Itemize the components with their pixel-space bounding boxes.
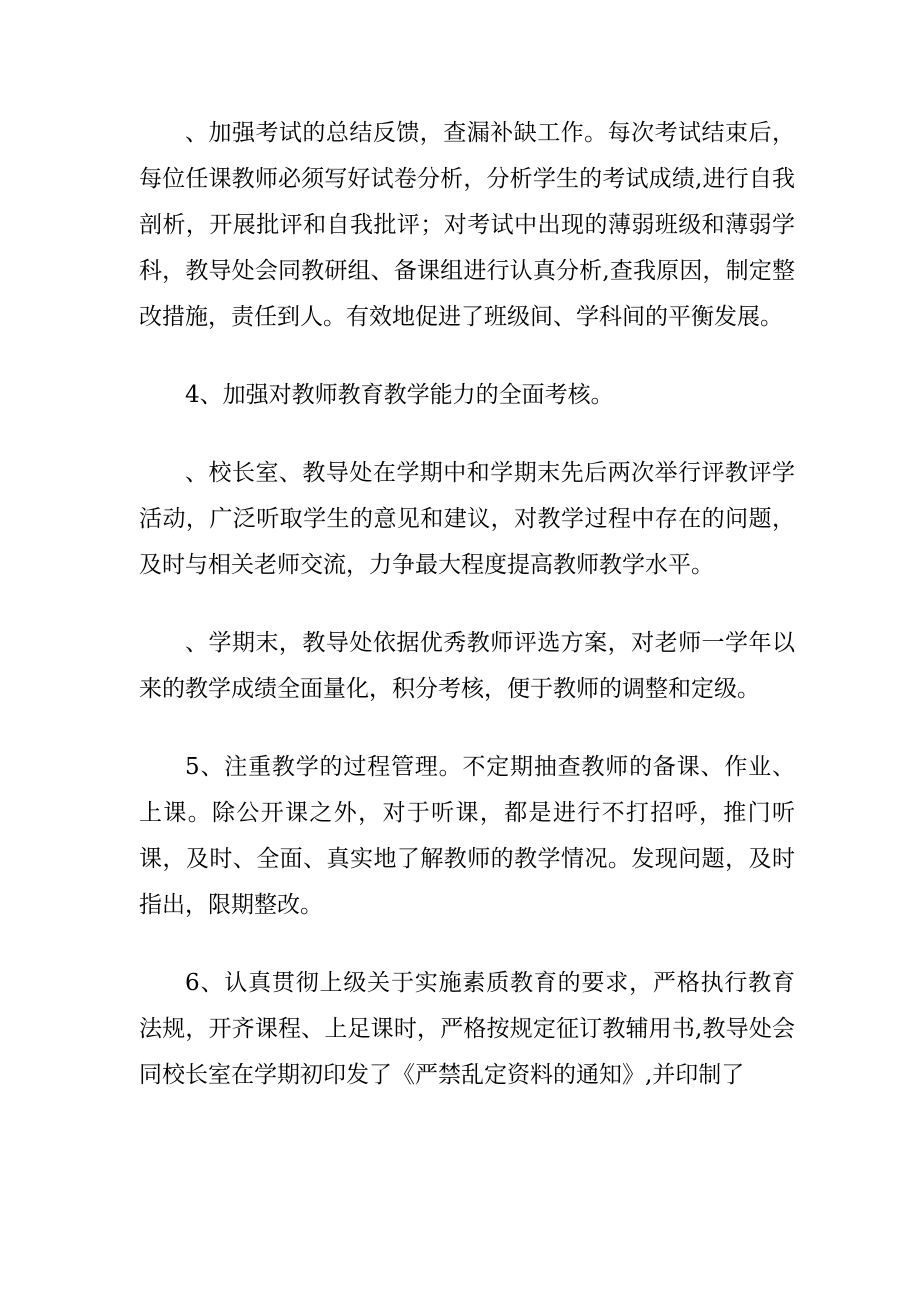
paragraph-quality-education: 6、认真贯彻上级关于实施素质教育的要求，严格执行教育法规，开齐课程、上足课时，严格按规定征订教辅用书,教导处会同校长室在学期初印发了《严禁乱定资料的通知》,并印制了 <box>139 970 795 1088</box>
paragraph-exam-feedback: 、加强考试的总结反馈，查漏补缺工作。每次考试结束后，每位任课教师必须写好试卷分析，分析学生的考试成绩,进行自我剖析，开展批评和自我批评；对考试中出现的薄弱班级和薄弱学科，教导处会同教研组、备课组进行认真分析,查我原因，制定整改措施，责任到人。有效地促进了班级间、学科间的平衡发展。 <box>139 120 795 330</box>
paragraph-process-management: 5、注重教学的过程管理。不定期抽查教师的备课、作业、上课。除公开课之外，对于听课，都是进行不打招呼，推门听课，及时、全面、真实地了解教师的教学情况。发现问题，及时指出，限期整改。 <box>139 754 795 918</box>
document-body <box>139 110 795 1098</box>
paragraph-teacher-assessment: 4、加强对教师教育教学能力的全面考核。 <box>185 382 614 408</box>
paragraph-teaching-evaluation: 、校长室、教导处在学期中和学期末先后两次举行评教评学活动，广泛听取学生的意见和建议，对教学过程中存在的问题，及时与相关老师交流，力争最大程度提高教师教学水平。 <box>139 460 795 578</box>
paragraph-term-end-review: 、学期末，教导处依据优秀教师评选方案，对老师一学年以来的教学成绩全面量化，积分考核，便于教师的调整和定级。 <box>139 630 795 702</box>
